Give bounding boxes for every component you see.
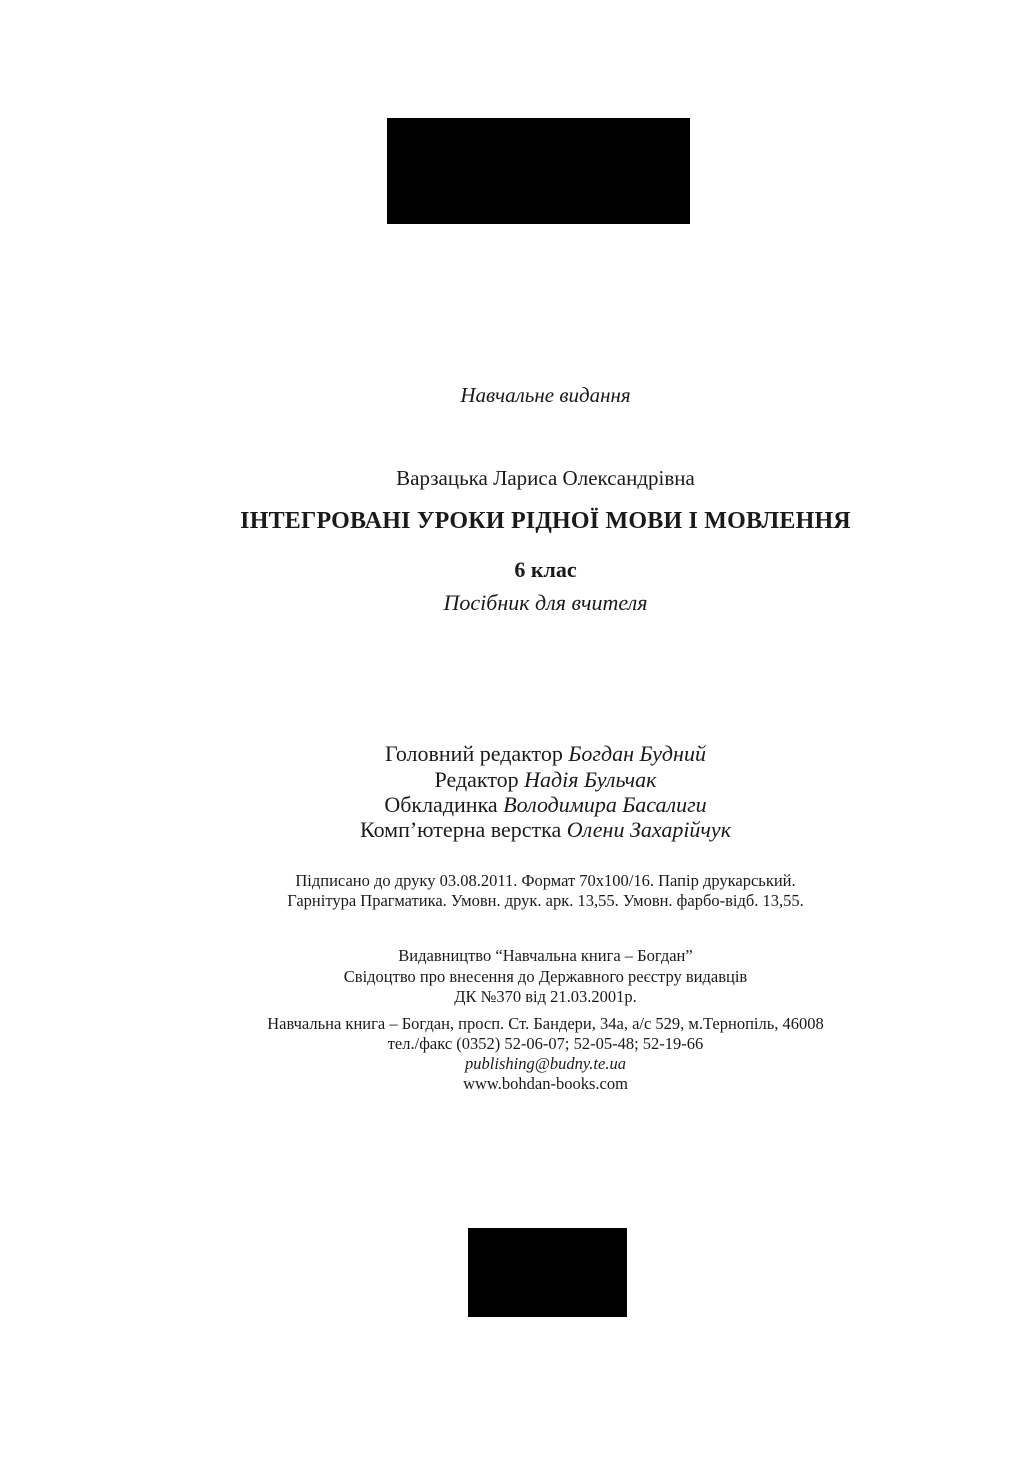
credit-role: Комп’ютерна верстка xyxy=(359,817,562,842)
credit-cover xyxy=(28,792,1035,818)
redacted-block-top xyxy=(387,118,690,224)
publisher-registry: Свідоцтво про внесення до Державного реєстру видавців xyxy=(343,967,748,986)
credit-name: Надія Бульчак xyxy=(524,767,657,792)
credit-role: Головний редактор xyxy=(385,741,563,766)
print-info-line: Гарнітура Прагматика. Умовн. друк. арк. 13,55. Умовн. фарбо-відб. 13,55. xyxy=(287,891,804,910)
publisher-website: www.bohdan-books.com xyxy=(463,1074,628,1093)
grade-label: 6 клас xyxy=(514,557,577,582)
print-info-line: Підписано до друку 03.08.2011. Формат 70x100/16. Папір друкарський. xyxy=(295,871,796,890)
author-name: Варзацька Лариса Олександрівна xyxy=(396,466,695,490)
credit-name: Олени Захарійчук xyxy=(566,817,731,842)
credit-role: Обкладинка xyxy=(384,792,498,817)
publisher-name: Видавництво “Навчальна книга – Богдан” xyxy=(398,946,693,965)
book-title: ІНТЕГРОВАНІ УРОКИ РІДНОЇ МОВИ І МОВЛЕННЯ xyxy=(240,508,851,534)
credit-layout xyxy=(28,817,1035,843)
publisher-address: Навчальна книга – Богдан, просп. Ст. Бандери, 34а, а/с 529, м.Тернопіль, 46008 xyxy=(267,1014,824,1033)
book-subtitle: Посібник для вчителя xyxy=(443,590,648,615)
publisher-license: ДК №370 від 21.03.2001р. xyxy=(454,987,637,1006)
credit-name: Богдан Будний xyxy=(568,741,706,766)
publisher-phone: тел./факс (0352) 52-06-07; 52-05-48; 52-19-66 xyxy=(387,1034,704,1053)
publisher-email: publishing@budny.te.ua xyxy=(465,1054,626,1073)
credit-editor xyxy=(28,767,1035,793)
edition-type: Навчальне видання xyxy=(460,383,631,407)
credit-name: Володимира Басалиги xyxy=(503,792,707,817)
credit-chief-editor xyxy=(28,741,1035,767)
credit-role: Редактор xyxy=(434,767,519,792)
redacted-block-bottom xyxy=(468,1228,627,1317)
